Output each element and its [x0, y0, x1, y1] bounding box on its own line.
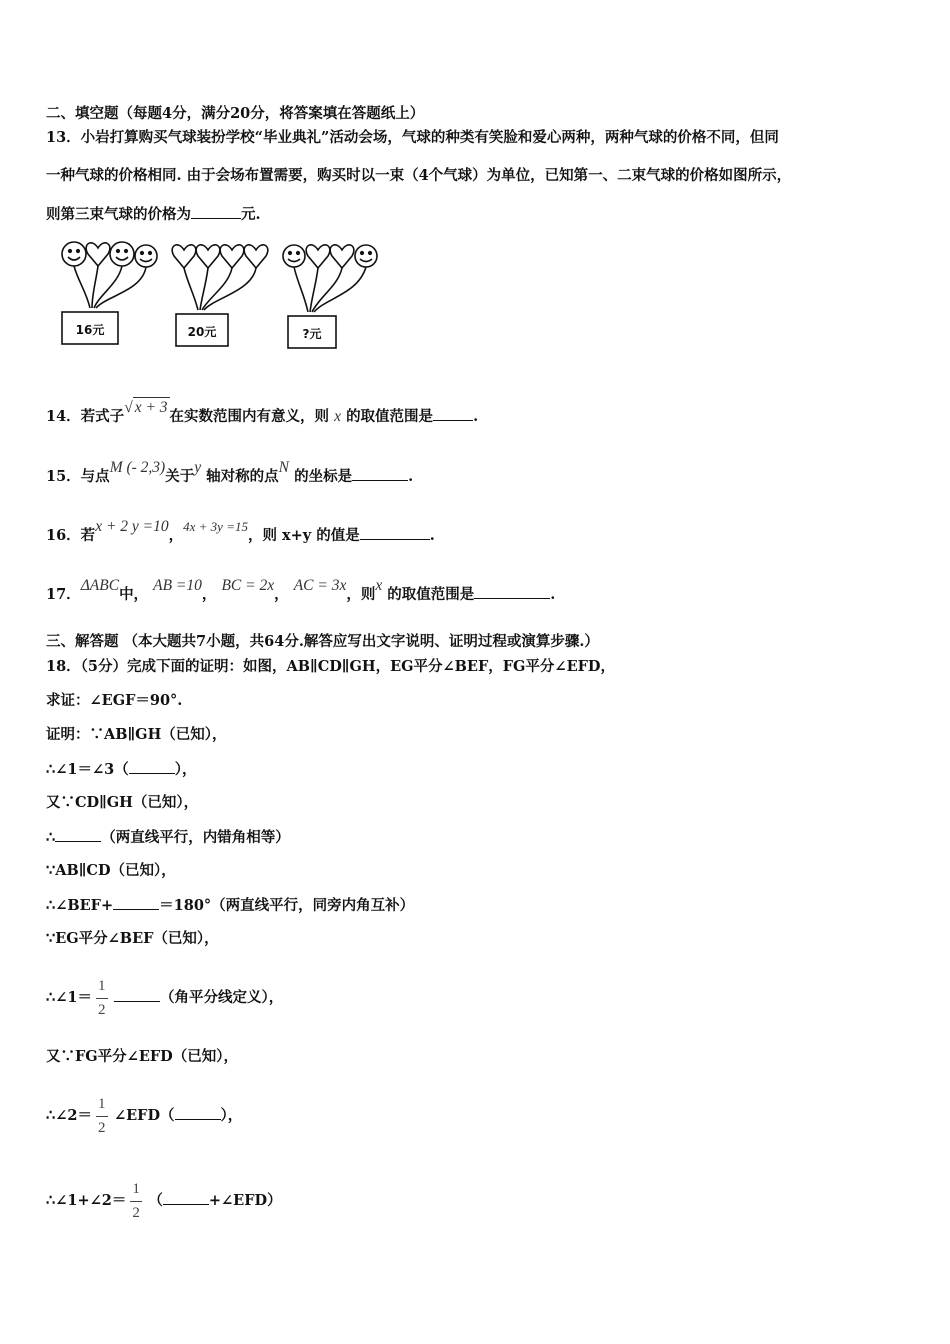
- q13-unit: 元.: [241, 206, 261, 223]
- q16-eq1: x + 2 y =10: [95, 518, 169, 535]
- q17-end: .: [550, 586, 556, 603]
- frac-den: 2: [97, 1002, 106, 1018]
- section2-title: 二、填空题（每题4分，满分20分，将答案填在答题纸上）: [46, 105, 425, 122]
- q18-line2: 求证：∠EGF＝90°.: [46, 692, 183, 709]
- q18-l8-post: ＝180°（两直线平行，同旁内角互补）: [159, 897, 415, 914]
- q18-l13-post: +∠EFD）: [208, 1192, 282, 1209]
- q18-line12: [46, 1094, 242, 1138]
- answer-blank[interactable]: [352, 466, 408, 481]
- price-label-3: ?元: [302, 327, 322, 341]
- q13-line3: [46, 204, 261, 225]
- frac-num: 1: [97, 1096, 106, 1112]
- q17: [46, 577, 556, 605]
- q18-line6: [46, 827, 290, 848]
- q18-l10-pre: ∴∠1＝: [46, 989, 92, 1006]
- q18-line4: [46, 759, 196, 780]
- q18-l13-pre: ∴∠1+∠2＝: [46, 1192, 127, 1209]
- fraction-half: [96, 1094, 110, 1138]
- q13-line3-text: 则第三束气球的价格为: [46, 206, 191, 223]
- fraction-half: [130, 1179, 144, 1223]
- q17-zhong: 中，: [119, 586, 149, 603]
- q17-post: 的取值范围是: [387, 586, 475, 603]
- q18-l12-post: ），: [220, 1107, 243, 1124]
- q17-ab: AB =10: [153, 577, 202, 594]
- price-label-1: 16元: [75, 323, 105, 337]
- q18-l4-pre: ∴∠1＝∠3（: [46, 761, 129, 778]
- q18-l12-mid: ∠EFD（: [113, 1107, 175, 1124]
- frac-den: 2: [132, 1205, 140, 1221]
- q16-pre: 16．若: [46, 527, 96, 544]
- q16-end: .: [429, 527, 435, 544]
- fraction-half: [96, 976, 110, 1020]
- price-label-2: 20元: [187, 325, 217, 339]
- answer-blank[interactable]: [55, 827, 101, 842]
- q16: [46, 518, 435, 546]
- q14-pre: 14．若式子: [46, 408, 125, 425]
- q17-c2: ，: [274, 586, 289, 603]
- q14-radicand: x + 3: [134, 399, 168, 416]
- q17-c3: ，则: [346, 586, 376, 603]
- q18-l6-post: （两直线平行，内错角相等）: [101, 829, 290, 846]
- q18-line7: ∵AB∥CD（已知），: [46, 862, 176, 879]
- q18-line10: [46, 976, 283, 1020]
- q18-l13-mid: （: [148, 1192, 163, 1209]
- q18-l6-pre: ∴: [46, 829, 56, 846]
- q18-line5: 又∵CD∥GH（已知），: [46, 794, 199, 811]
- q17-triangle: ΔABC: [80, 577, 120, 594]
- q15-pt2: N: [278, 459, 290, 476]
- q14-post: 在实数范围内有意义，则: [169, 408, 330, 425]
- q17-bc: BC = 2x: [221, 577, 275, 594]
- balloon-bunch-3: [283, 245, 377, 348]
- answer-blank[interactable]: [433, 406, 473, 421]
- q18-line1: 18．（5分）完成下面的证明：如图，AB∥CD∥GH，EG平分∠BEF，FG平分∠EFD，: [46, 658, 616, 675]
- q17-var: x: [375, 577, 383, 594]
- q13-line1: 13．小岩打算购买气球装扮学校“毕业典礼”活动会场，气球的种类有笑脸和爱心两种，两种气球的价格不同，但同: [46, 129, 779, 146]
- q15-pre: 15．与点: [46, 468, 110, 485]
- q18-l10-post: （角平分线定义），: [159, 989, 284, 1006]
- q18-l8-pre: ∴∠BEF+: [46, 897, 114, 914]
- q15: [46, 459, 414, 487]
- q18-l4-post: ），: [174, 761, 197, 778]
- frac-num: 1: [97, 978, 106, 994]
- q15-post: 的坐标是: [294, 468, 353, 485]
- answer-blank[interactable]: [113, 895, 159, 910]
- q14-var: x: [334, 408, 341, 425]
- frac-den: 2: [97, 1120, 106, 1136]
- answer-blank[interactable]: [191, 204, 241, 219]
- q18-line11: 又∵FG平分∠EFD（已知），: [46, 1048, 238, 1065]
- answer-blank[interactable]: [129, 759, 175, 774]
- answer-blank[interactable]: [114, 987, 160, 1002]
- q18-l12-pre: ∴∠2＝: [46, 1107, 92, 1124]
- q16-post: ，则 x+y 的值是: [247, 527, 360, 544]
- answer-blank[interactable]: [163, 1190, 209, 1205]
- q17-c1: ，: [201, 586, 217, 603]
- q15-end: .: [408, 468, 414, 485]
- q15-point: M (- 2,3): [109, 459, 166, 476]
- q17-pre: 17．: [46, 586, 81, 603]
- q14-sqrt: √ x + 3: [124, 399, 168, 416]
- frac-num: 1: [132, 1181, 140, 1197]
- section3-title: 三、解答题 （本大题共7小题，共64分.解答应写出文字说明、证明过程或演算步骤.）: [46, 633, 599, 650]
- q14-post2: 的取值范围是: [346, 408, 434, 425]
- q14-end: .: [473, 408, 479, 425]
- q18-line9: ∵EG平分∠BEF（已知），: [46, 930, 219, 947]
- q18-line13: [46, 1179, 282, 1223]
- balloon-figure: [58, 236, 388, 354]
- q15-axis: y: [194, 459, 202, 476]
- balloon-bunch-2: [172, 245, 268, 346]
- q18-line8: [46, 895, 414, 916]
- q18-line3: 证明：∵AB∥GH（已知），: [46, 726, 227, 743]
- answer-blank[interactable]: [175, 1105, 221, 1120]
- answer-blank[interactable]: [360, 525, 430, 540]
- q15-mid2: 轴对称的点: [206, 468, 279, 485]
- q14: [46, 399, 479, 427]
- q17-ac: AC = 3x: [293, 577, 347, 594]
- q16-eq2: 4x + 3y =15: [183, 519, 248, 534]
- q13-line2: 一种气球的价格相同. 由于会场布置需要，购买时以一束（4个气球）为单位，已知第一、二束气球的价格如图所示，: [46, 167, 792, 184]
- q16-comma: ，: [168, 527, 184, 544]
- q15-mid: 关于: [165, 468, 195, 485]
- answer-blank[interactable]: [474, 584, 550, 599]
